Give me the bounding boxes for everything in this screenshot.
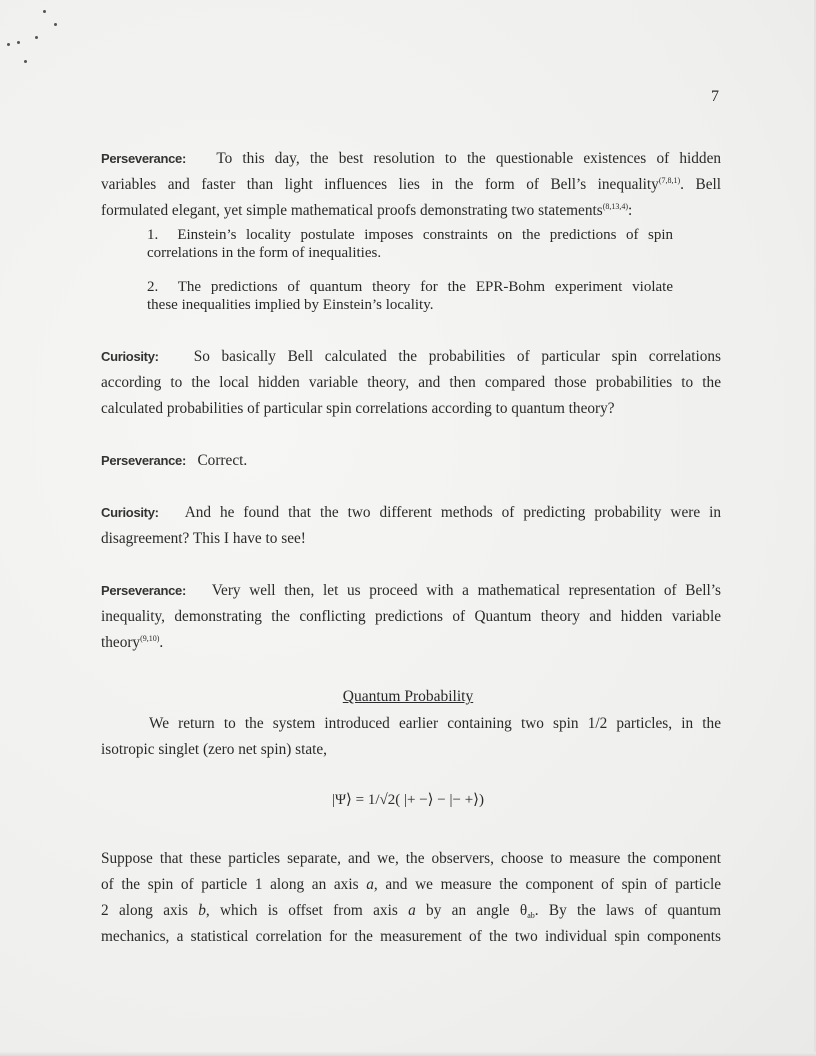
list-item-1-line2: correlations in the form of inequalities. (147, 245, 382, 261)
paragraph-line: Suppose that these particles separate, and we, the observers, choose to measure the component (101, 850, 721, 867)
variable-a: a (408, 902, 416, 919)
text: To this day, the best resolution to the questionable existences of hidden (216, 150, 722, 167)
text: , which is offset from axis (205, 902, 409, 919)
paragraph-line: inequality, demonstrating the conflicting predictions of Quantum theory and hidden variable (101, 608, 721, 625)
list-number: 1. (147, 227, 159, 243)
citation: (7,8,1) (658, 176, 681, 185)
text: So basically Bell calculated the probabilities of particular spin correlations (193, 348, 721, 365)
paragraph-line (101, 149, 721, 169)
text: formulated elegant, yet simple mathematical proofs demonstrating two statements (101, 202, 603, 219)
text: , and we measure the component of spin of particle (373, 876, 721, 893)
text: The predictions of quantum theory for the EPR-Bohm experiment violate (177, 279, 673, 295)
speaker-label-perseverance: Perseverance: (101, 583, 186, 598)
paragraph-line: isotropic singlet (zero net spin) state, (101, 741, 327, 758)
list-item-1-line1 (147, 226, 673, 244)
angle-subscript: ab (527, 911, 535, 920)
paragraph-line: mechanics, a statistical correlation for the measurement of the two individual spin components (101, 928, 721, 945)
paragraph-line (101, 503, 721, 523)
text: 2 along axis (101, 902, 199, 919)
page-edge-bottom (0, 1052, 816, 1056)
text: of the spin of particle 1 along an axis (101, 876, 367, 893)
paragraph-line (101, 581, 721, 601)
paragraph-line (101, 901, 721, 921)
text: : (628, 202, 633, 219)
text: variables and faster than light influences lies in the form of Bell’s inequality (101, 176, 659, 193)
citation: (8,13,4) (602, 202, 629, 211)
paragraph-line (101, 633, 721, 653)
speaker-label-perseverance: Perseverance: (101, 453, 186, 468)
paragraph-line (101, 347, 721, 367)
variable-b: b (198, 902, 206, 919)
paragraph-line (101, 875, 721, 895)
paragraph-line: We return to the system introduced earlier containing two spin 1/2 particles, in the (149, 715, 721, 732)
text: . By the laws of quantum (534, 902, 721, 919)
scan-speck (17, 41, 20, 44)
text: Correct. (197, 452, 248, 469)
list-item-2-line2: these inequalities implied by Einstein’s locality. (147, 297, 434, 313)
text: . (159, 634, 164, 651)
paragraph-line (101, 201, 721, 221)
page-number: 7 (711, 88, 719, 105)
paragraph-line (101, 175, 721, 195)
paragraph-line: disagreement? This I have to see! (101, 530, 306, 547)
text: Very well then, let us proceed with a mathematical representation of Bell’s (211, 582, 721, 599)
section-title: Quantum Probability (342, 688, 474, 705)
citation: (9,10) (140, 634, 160, 643)
text: Einstein’s locality postulate imposes constraints on the predictions of spin (177, 227, 674, 243)
speaker-label-curiosity: Curiosity: (101, 505, 159, 520)
scan-speck (7, 43, 10, 46)
paragraph-line: according to the local hidden variable theory, and then compared those probabilities to the (101, 374, 721, 391)
text: by an angle θ (415, 902, 528, 919)
section-heading (0, 688, 816, 706)
scan-speck (43, 10, 46, 13)
text: And he found that the two different methods of predicting probability were in (184, 504, 721, 521)
speaker-label-perseverance: Perseverance: (101, 151, 186, 166)
paragraph-line: calculated probabilities of particular spin correlations according to quantum theory? (101, 400, 615, 417)
scan-speck (35, 36, 38, 39)
speaker-label-curiosity: Curiosity: (101, 349, 159, 364)
list-item-2-line1 (147, 278, 673, 296)
list-number: 2. (147, 279, 159, 295)
singlet-state-equation: |Ψ⟩ = 1/√2( |+ −⟩ − |− +⟩) (331, 792, 485, 808)
paragraph-line (101, 451, 721, 471)
scan-speck (54, 23, 57, 26)
variable-a: a (366, 876, 374, 893)
text: theory (101, 634, 141, 651)
text: . Bell (680, 176, 721, 193)
scan-speck (24, 60, 27, 63)
